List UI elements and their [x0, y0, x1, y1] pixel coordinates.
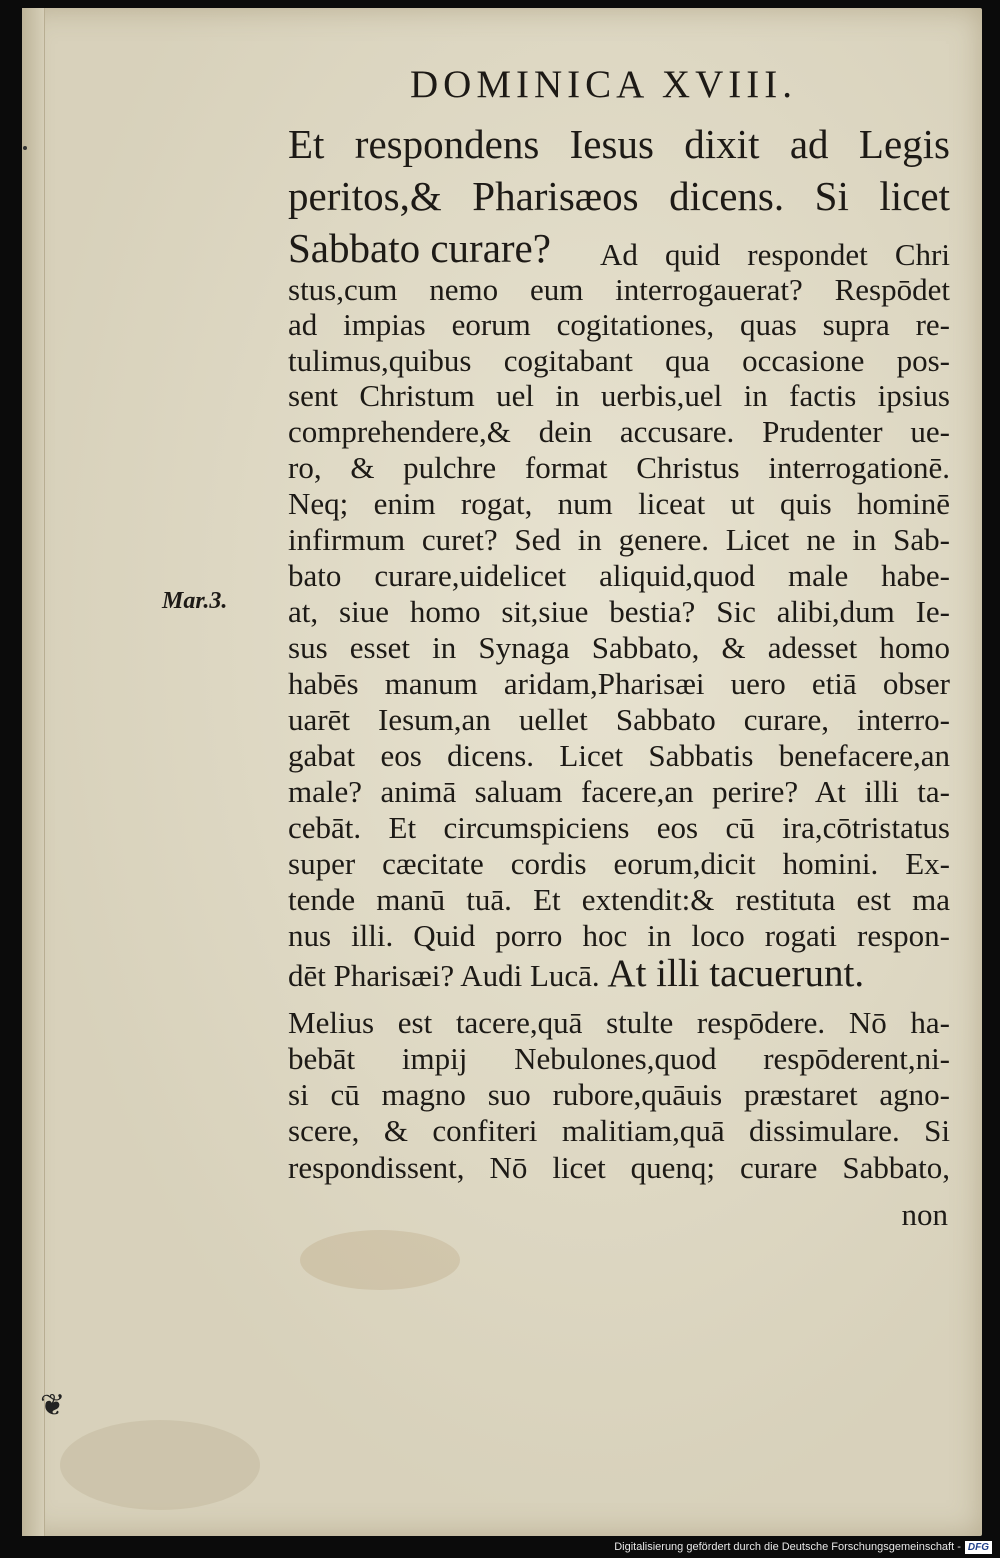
page-edge	[22, 8, 45, 1536]
body-line	[288, 956, 864, 994]
body-text: dēt Pharisæi? Audi Lucā.	[288, 958, 600, 993]
body-line: respondissent, Nō licet quenq; curare Sabbato,	[288, 1150, 950, 1185]
edge-ink-mark: ❦	[40, 1388, 66, 1423]
body-line: ad impias eorum cogitationes, quas supra re-	[288, 307, 950, 342]
body-line: uarēt Iesum,an uellet Sabbato curare, interro-	[288, 702, 950, 737]
body-line: si cū magno suo rubore,quāuis præstaret agno-	[288, 1077, 950, 1112]
body-line: stus,cum nemo eum interrogauerat? Respōdet	[288, 272, 950, 307]
body-line: at, siue homo sit,siue bestia? Sic alibi,dum Ie-	[288, 594, 950, 629]
paper-stain	[300, 1230, 460, 1290]
body-line: male? animā saluam facere,an perire? At illi ta-	[288, 774, 950, 809]
body-line: Melius est tacere,quā stulte respōdere. Nō ha-	[288, 1005, 950, 1040]
paper-stain	[60, 1420, 260, 1510]
body-line: Ad quid respondet Chri	[600, 237, 950, 272]
body-line: bebāt impij Nebulones,quod respōderent,ni-	[288, 1041, 950, 1076]
body-line: Neq; enim rogat, num liceat ut quis hominē	[288, 486, 950, 521]
ink-dot	[23, 146, 27, 150]
body-line: super cæcitate cordis eorum,dicit homini. Ex-	[288, 846, 950, 881]
digitization-credit	[614, 1539, 992, 1555]
lemma-inline: At illi tacuerunt.	[607, 956, 865, 994]
body-line: tende manū tuā. Et extendit:& restituta est ma	[288, 882, 950, 917]
body-line: sus esset in Synaga Sabbato, & adesset homo	[288, 630, 950, 665]
body-line: habēs manum aridam,Pharisæi uero etiā obser	[288, 666, 950, 701]
body-line: bato curare,uidelicet aliquid,quod male habe-	[288, 558, 950, 593]
running-head: DOMINICA XVIII.	[410, 63, 797, 106]
body-line: scere, & confiteri malitiam,quā dissimulare. Si	[288, 1113, 950, 1148]
body-line: cebāt. Et circumspiciens eos cū ira,cōtristatus	[288, 810, 950, 845]
credit-text: Digitalisierung gefördert durch die Deutsche Forschungsgemeinschaft -	[614, 1541, 961, 1553]
body-line: sent Christum uel in uerbis,uel in factis ipsius	[288, 378, 950, 413]
catchword: non	[901, 1197, 948, 1232]
body-line: infirmum curet? Sed in genere. Licet ne in Sab-	[288, 522, 950, 557]
lemma-heading: Et respondens Iesus dixit ad Legis peritos,& Pharisæos dicens. Si licet Sabbato curare?	[288, 121, 950, 271]
marginal-note: Mar.3.	[162, 588, 228, 614]
dfg-logo: DFG	[965, 1541, 992, 1554]
body-line: gabat eos dicens. Licet Sabbatis benefacere,an	[288, 738, 950, 773]
body-line: ro, & pulchre format Christus interrogationē.	[288, 450, 950, 485]
body-line: comprehendere,& dein accusare. Prudenter ue-	[288, 414, 950, 449]
body-line: nus illi. Quid porro hoc in loco rogati respon-	[288, 918, 950, 953]
body-line: tulimus,quibus cogitabant qua occasione pos-	[288, 343, 950, 378]
